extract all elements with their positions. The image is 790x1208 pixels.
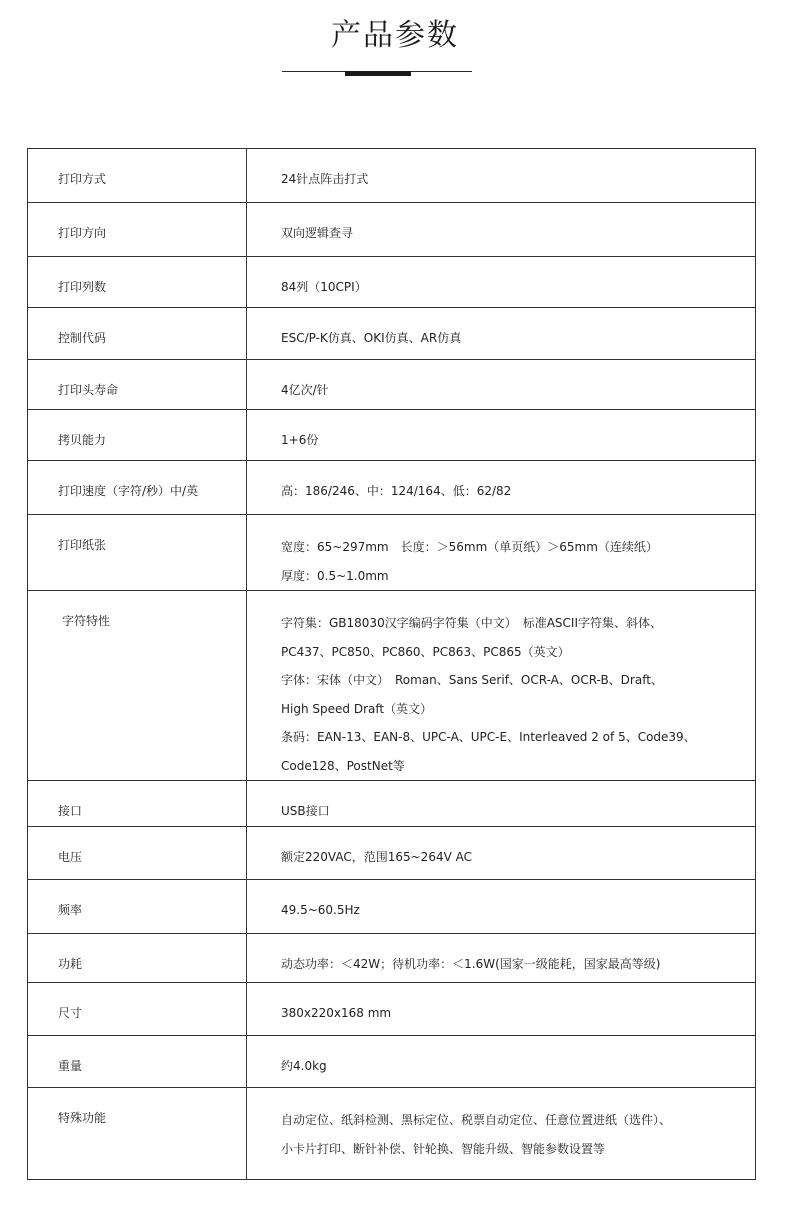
spec-row-weight — [28, 1036, 756, 1088]
spec-value-line: PC437、PC850、PC860、PC863、PC865（英文） — [281, 644, 570, 659]
spec-value: 24针点阵击打式 — [247, 149, 756, 203]
spec-key: 字符特性 — [28, 591, 247, 781]
spec-value: 额定220VAC，范围165~264V AC — [247, 827, 756, 880]
spec-key: 打印头寿命 — [28, 360, 247, 410]
spec-value-line: 小卡片打印、断针补偿、针轮换、智能升级、智能参数设置等 — [281, 1141, 606, 1156]
spec-value: 380x220x168 mm — [247, 983, 756, 1036]
spec-row-size — [28, 983, 756, 1036]
spec-key: 重量 — [28, 1036, 247, 1088]
spec-row-character — [28, 591, 756, 781]
spec-key: 电压 — [28, 827, 247, 880]
spec-value: 高：186/246、中：124/164、低：62/82 — [247, 461, 756, 515]
spec-value-line: 自动定位、纸斜检测、黑标定位、税票自动定位、任意位置进纸（选件）、 — [281, 1113, 672, 1127]
page-title: 产品参数 — [331, 18, 459, 53]
spec-row-print-method — [28, 149, 756, 203]
spec-key: 打印纸张 — [28, 515, 247, 591]
spec-value: 49.5~60.5Hz — [247, 880, 756, 934]
spec-row-paper — [28, 515, 756, 591]
spec-value — [247, 1088, 756, 1180]
spec-key: 频率 — [28, 880, 247, 934]
spec-key: 接口 — [28, 781, 247, 827]
spec-row-head-life — [28, 360, 756, 410]
spec-key: 尺寸 — [28, 983, 247, 1036]
spec-key: 功耗 — [28, 934, 247, 983]
spec-value: 4亿次/针 — [247, 360, 756, 410]
spec-table — [27, 148, 756, 1180]
spec-value: 1+6份 — [247, 410, 756, 461]
spec-row-special-functions — [28, 1088, 756, 1180]
spec-value — [247, 591, 756, 781]
spec-value-line: Code128、PostNet等 — [281, 758, 405, 773]
spec-value: ESC/P-K仿真、OKI仿真、AR仿真 — [247, 308, 756, 360]
spec-key: 打印方向 — [28, 203, 247, 257]
spec-row-print-speed — [28, 461, 756, 515]
spec-value: 双向逻辑查寻 — [247, 203, 756, 257]
spec-value: 84列（10CPI） — [247, 257, 756, 308]
spec-key: 打印方式 — [28, 149, 247, 203]
spec-value-line: 字体：宋体（中文） Roman、Sans Serif、OCR-A、OCR-B、Draft、 — [281, 673, 663, 687]
spec-key: 控制代码 — [28, 308, 247, 360]
spec-value-line: High Speed Draft（英文） — [281, 701, 433, 716]
spec-row-power — [28, 934, 756, 983]
spec-value-line: 厚度：0.5~1.0mm — [281, 568, 389, 583]
spec-value-line: 条码：EAN-13、EAN-8、UPC-A、UPC-E、Interleaved 2 of 5、Code39、 — [281, 730, 696, 744]
title-underline-accent — [345, 71, 411, 76]
spec-value: 动态功率：＜42W；待机功率：＜1.6W(国家一级能耗，国家最高等级) — [247, 934, 756, 983]
spec-row-voltage — [28, 827, 756, 880]
spec-key: 特殊功能 — [28, 1088, 247, 1180]
spec-key: 打印列数 — [28, 257, 247, 308]
spec-value-line: 宽度：65~297mm 长度：＞56mm（单页纸）＞65mm（连续纸） — [281, 540, 658, 554]
spec-value: 约4.0kg — [247, 1036, 756, 1088]
spec-row-print-direction — [28, 203, 756, 257]
spec-key: 拷贝能力 — [28, 410, 247, 461]
spec-row-control-code — [28, 308, 756, 360]
spec-row-frequency — [28, 880, 756, 934]
spec-row-print-columns — [28, 257, 756, 308]
spec-row-interface — [28, 781, 756, 827]
spec-value-line: 字符集：GB18030汉字编码字符集（中文） 标准ASCII字符集、斜体、 — [281, 616, 662, 630]
spec-key: 打印速度（字符/秒）中/英 — [28, 461, 247, 515]
spec-value: USB接口 — [247, 781, 756, 827]
spec-value — [247, 515, 756, 591]
spec-row-copy-capacity — [28, 410, 756, 461]
